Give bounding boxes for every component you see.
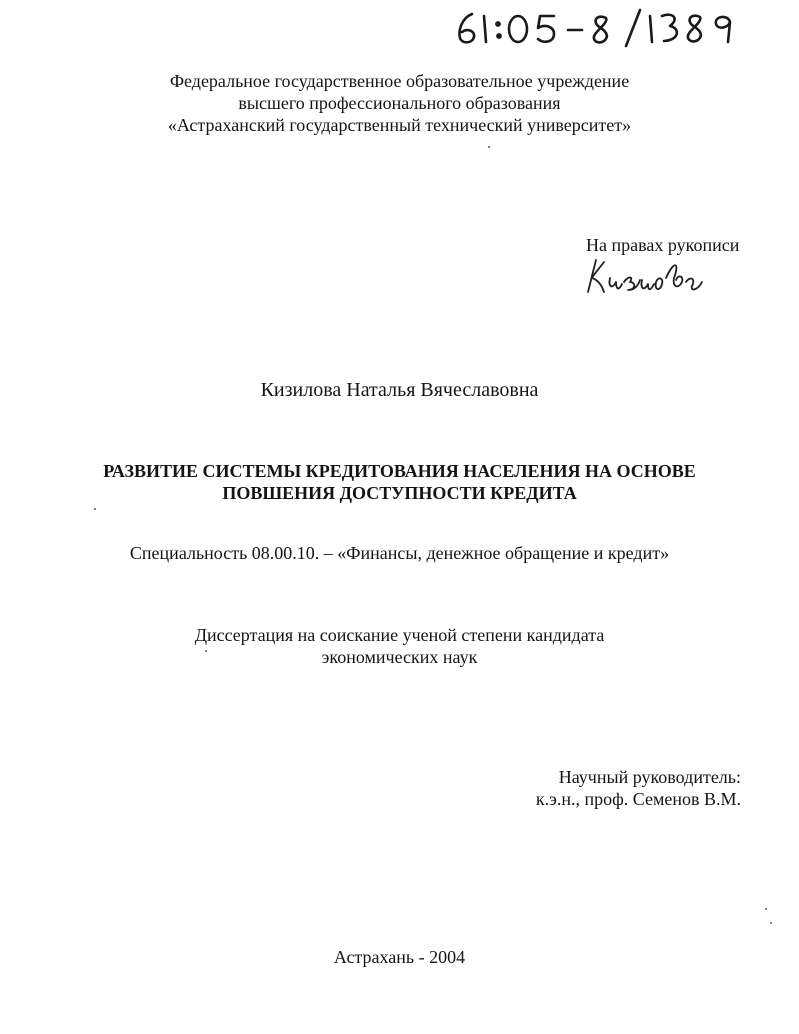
supervisor-name: к.э.н., проф. Семенов В.М. <box>535 789 741 809</box>
scan-speck <box>765 908 767 910</box>
city-year: Астрахань - 2004 <box>333 947 466 967</box>
dissertation-degree <box>0 624 799 668</box>
supervisor-label: Научный руководитель: <box>558 767 741 787</box>
specialty: Специальность 08.00.10. – «Финансы, денежное обращение и кредит» <box>129 543 670 563</box>
institution-line-1: Федеральное государственное образовательное учреждение <box>169 71 630 91</box>
scan-speck <box>94 508 96 510</box>
institution-line-3: «Астраханский государственный технический университет» <box>167 115 632 135</box>
institution-line-2: высшего профессионального образования <box>238 93 561 113</box>
handwritten-archive-code <box>448 4 748 52</box>
thesis-title-line-1: РАЗВИТИЕ СИСТЕМЫ КРЕДИТОВАНИЯ НАСЕЛЕНИЯ НА ОСНОВЕ <box>103 461 696 481</box>
scan-speck <box>205 650 207 652</box>
supervisor-block <box>536 766 741 810</box>
manuscript-rights-label: На правах рукописи <box>586 235 740 255</box>
institution-header <box>0 70 799 136</box>
scan-speck <box>770 922 772 924</box>
dissertation-line-2: экономических наук <box>321 647 478 667</box>
scan-speck <box>488 146 490 148</box>
thesis-title <box>0 460 799 504</box>
author-name: Кизилова Наталья Вячеславовна <box>260 379 539 401</box>
dissertation-line-1: Диссертация на соискание ученой степени кандидата <box>194 625 605 645</box>
author-signature <box>582 252 712 298</box>
thesis-title-line-2: ПОВШЕНИЯ ДОСТУПНОСТИ КРЕДИТА <box>222 483 577 503</box>
